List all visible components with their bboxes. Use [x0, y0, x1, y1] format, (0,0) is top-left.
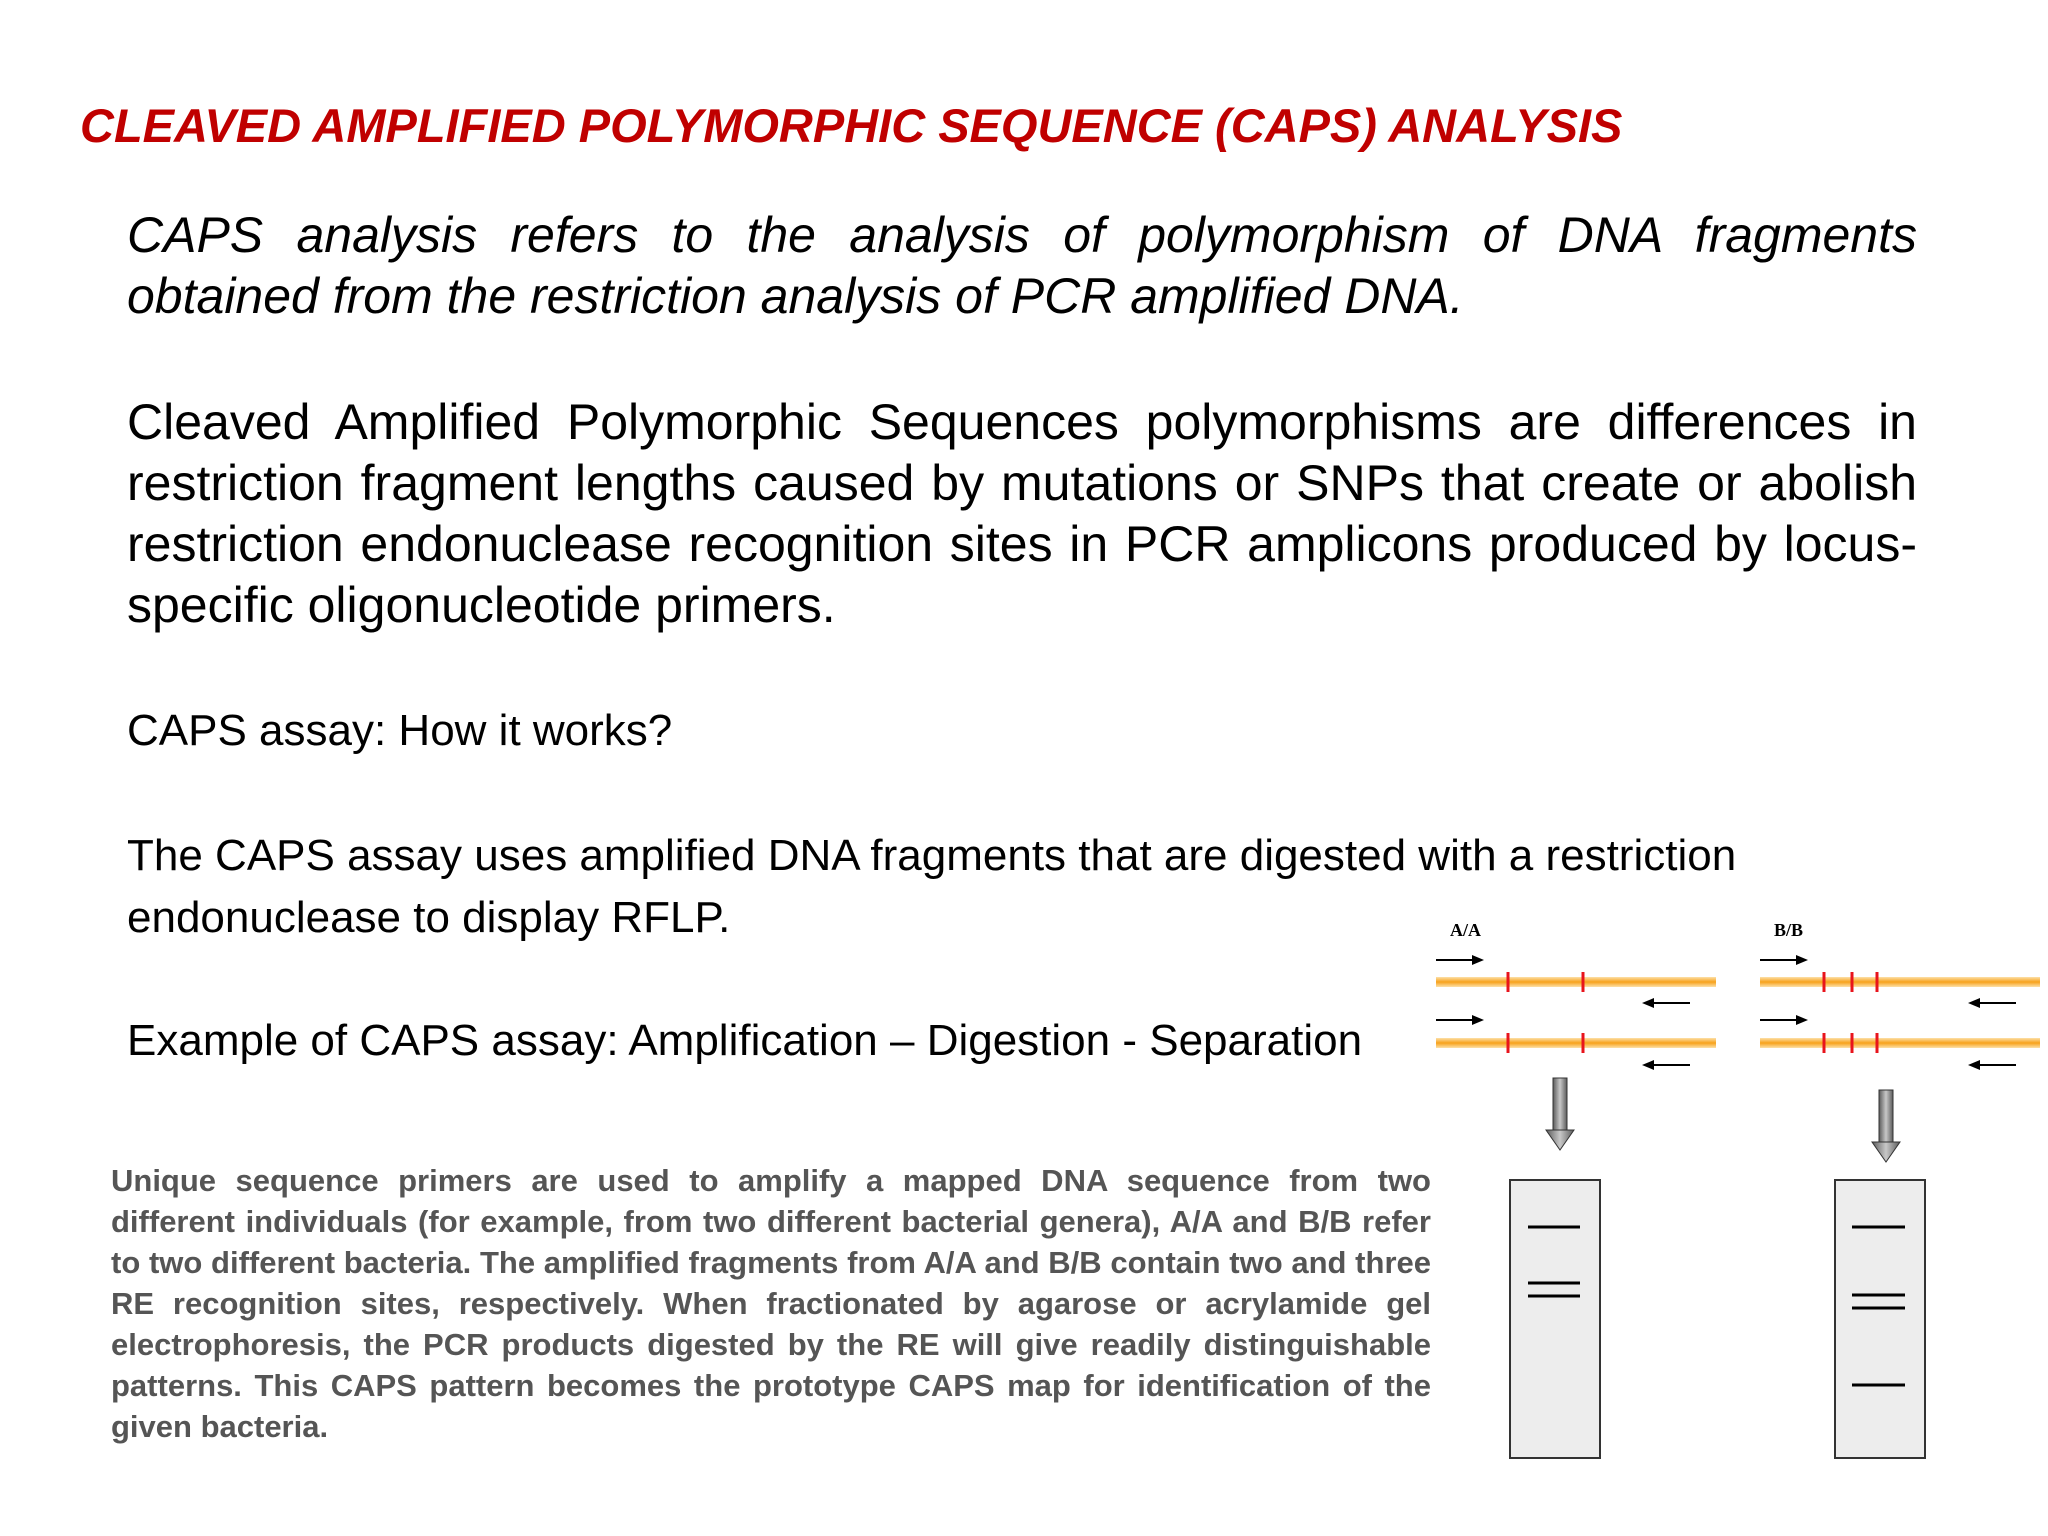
how-it-works-heading: CAPS assay: How it works?: [127, 706, 673, 755]
sample-bb-label: B/B: [1774, 920, 1804, 940]
dna-strand: [1436, 977, 1716, 987]
dna-strand: [1760, 1038, 2040, 1048]
down-arrow: [1546, 1078, 1574, 1150]
reverse-primer-arrow: [1642, 1060, 1690, 1070]
reverse-primer-arrow: [1642, 998, 1690, 1008]
dna-strand: [1436, 1038, 1716, 1048]
reverse-primer-arrow: [1968, 998, 2016, 1008]
forward-primer-arrow: [1436, 955, 1484, 965]
definition-paragraph: Cleaved Amplified Polymorphic Sequences polymorphisms are differences in restriction fragment lengths caused by mutations or SNPs that create or abolish restriction endonuclease recognition sites in PCR amplicons produced by locus-specific oligonucleotide primers.: [127, 394, 1917, 633]
sample-bb: [1760, 920, 2040, 1458]
intro-paragraph: CAPS analysis refers to the analysis of polymorphism of DNA fragments obtained from the restriction analysis of PCR amplified DNA.: [127, 207, 1917, 324]
caps-diagram: [1400, 900, 2040, 1480]
example-heading: Example of CAPS assay: Amplification – Digestion - Separation: [127, 1016, 1363, 1065]
sample-aa-label: A/A: [1450, 920, 1481, 940]
dna-strand: [1760, 977, 2040, 987]
down-arrow: [1872, 1090, 1900, 1162]
forward-primer-arrow: [1760, 955, 1808, 965]
page-title: CLEAVED AMPLIFIED POLYMORPHIC SEQUENCE (CAPS) ANALYSIS: [80, 99, 1623, 152]
gel-lane-aa: [1510, 1180, 1600, 1458]
assay-paragraph: The CAPS assay uses amplified DNA fragments that are digested with a restriction endonuclease to display RFLP.: [127, 831, 1737, 942]
sample-aa: [1436, 920, 1716, 1458]
gel-lane-bb: [1835, 1180, 1925, 1458]
description-paragraph: Unique sequence primers are used to amplify a mapped DNA sequence from two different individuals (for example, from two different bacterial genera), A/A and B/B refer to two different bacteria. The amplified fragments from A/A and B/B contain two and three RE recognition sites, respectively. When fractionated by agarose or acrylamide gel electrophoresis, the PCR products digested by the RE will give readily distinguishable patterns. This CAPS pattern becomes the prototype CAPS map for identification of the given bacteria.: [111, 1163, 1431, 1444]
forward-primer-arrow: [1436, 1015, 1484, 1025]
forward-primer-arrow: [1760, 1015, 1808, 1025]
reverse-primer-arrow: [1968, 1060, 2016, 1070]
